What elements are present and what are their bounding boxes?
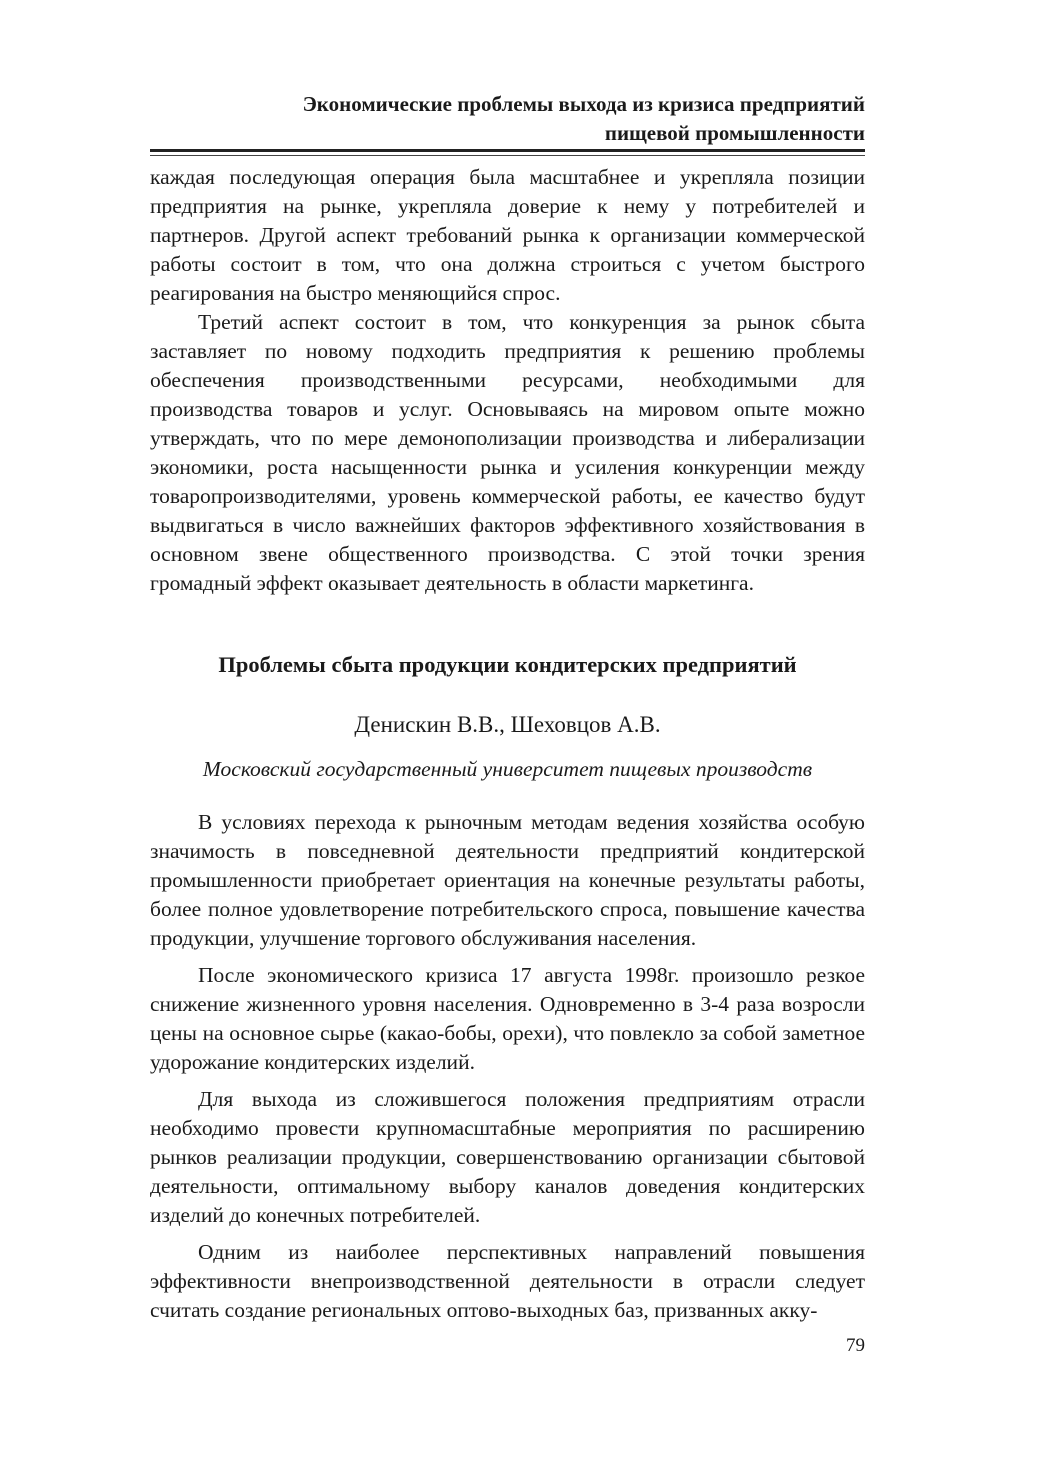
page-number: 79 (846, 1335, 865, 1356)
article-affiliation: Московский государственный университет пищевых производств (202, 757, 813, 781)
header-rule-thin (150, 155, 865, 156)
article-paragraph-3: Для выхода из сложившегося положения предприятиям отрасли необходимо провести крупномасштабные мероприятия по расширению рынков реализации продукции, совершенствованию организации сбытовой деятельности, оптимальному выбору каналов доведения кондитерских изделий до конечных потребителей. (150, 1087, 865, 1227)
article-paragraph-1: В условиях перехода к рыночным методам ведения хозяйства особую значимость в повседневной деятельности предприятий кондитерской промышленности приобретает ориентация на конечные результаты работы, более полное удовлетворение потребительского спроса, повышение качества продукции, улучшение торгового обслуживания населения. (150, 810, 865, 950)
running-header-line-2: пищевой промышленности (604, 121, 865, 145)
article-body (150, 808, 865, 1325)
article-title: Проблемы сбыта продукции кондитерских предприятий (218, 652, 797, 677)
previous-article-text (150, 163, 865, 598)
article-authors: Денискин В.В., Шеховцов А.В. (354, 712, 661, 737)
article-paragraph-2: После экономического кризиса 17 августа 1998г. произошло резкое снижение жизненного уровня населения. Одновременно в 3-4 раза возросли цены на основное сырье (какао-бобы, орехи), что повлекло за собой заметное удорожание кондитерских изделий. (150, 963, 865, 1074)
previous-paragraph-2: Третий аспект состоит в том, что конкуренция за рынок сбыта заставляет по новому подходить предприятия к решению проблемы обеспечения производственными ресурсами, необходимыми для производства товаров и услуг. Основываясь на мировом опыте можно утверждать, что по мере демонополизации производства и либерализации экономики, роста насыщенности рынка и усиления конкуренции между товаропроизводителями, уровень коммерческой работы, ее качество будут выдвигаться в число важнейших факторов эффективного хозяйствования в основном звене общественного производства. С этой точки зрения громадный эффект оказывает деятельность в области маркетинга. (150, 310, 865, 595)
previous-paragraph-1: каждая последующая операция была масштабнее и укрепляла позиции предприятия на рынке, укрепляла доверие к нему у потребителей и партнеров. Другой аспект требований рынка к организации коммерческой работы состоит в том, что она должна строиться с учетом быстрого реагирования на быстро меняющийся спрос. (150, 165, 865, 305)
running-header (150, 90, 865, 148)
article-paragraph-4: Одним из наиболее перспективных направлений повышения эффективности внепроизводственной деятельности в отрасли следует считать создание региональных оптово-выходных баз, призванных акку- (150, 1240, 865, 1322)
running-header-line-1: Экономические проблемы выхода из кризиса предприятий (302, 92, 865, 116)
header-rule (150, 149, 865, 152)
